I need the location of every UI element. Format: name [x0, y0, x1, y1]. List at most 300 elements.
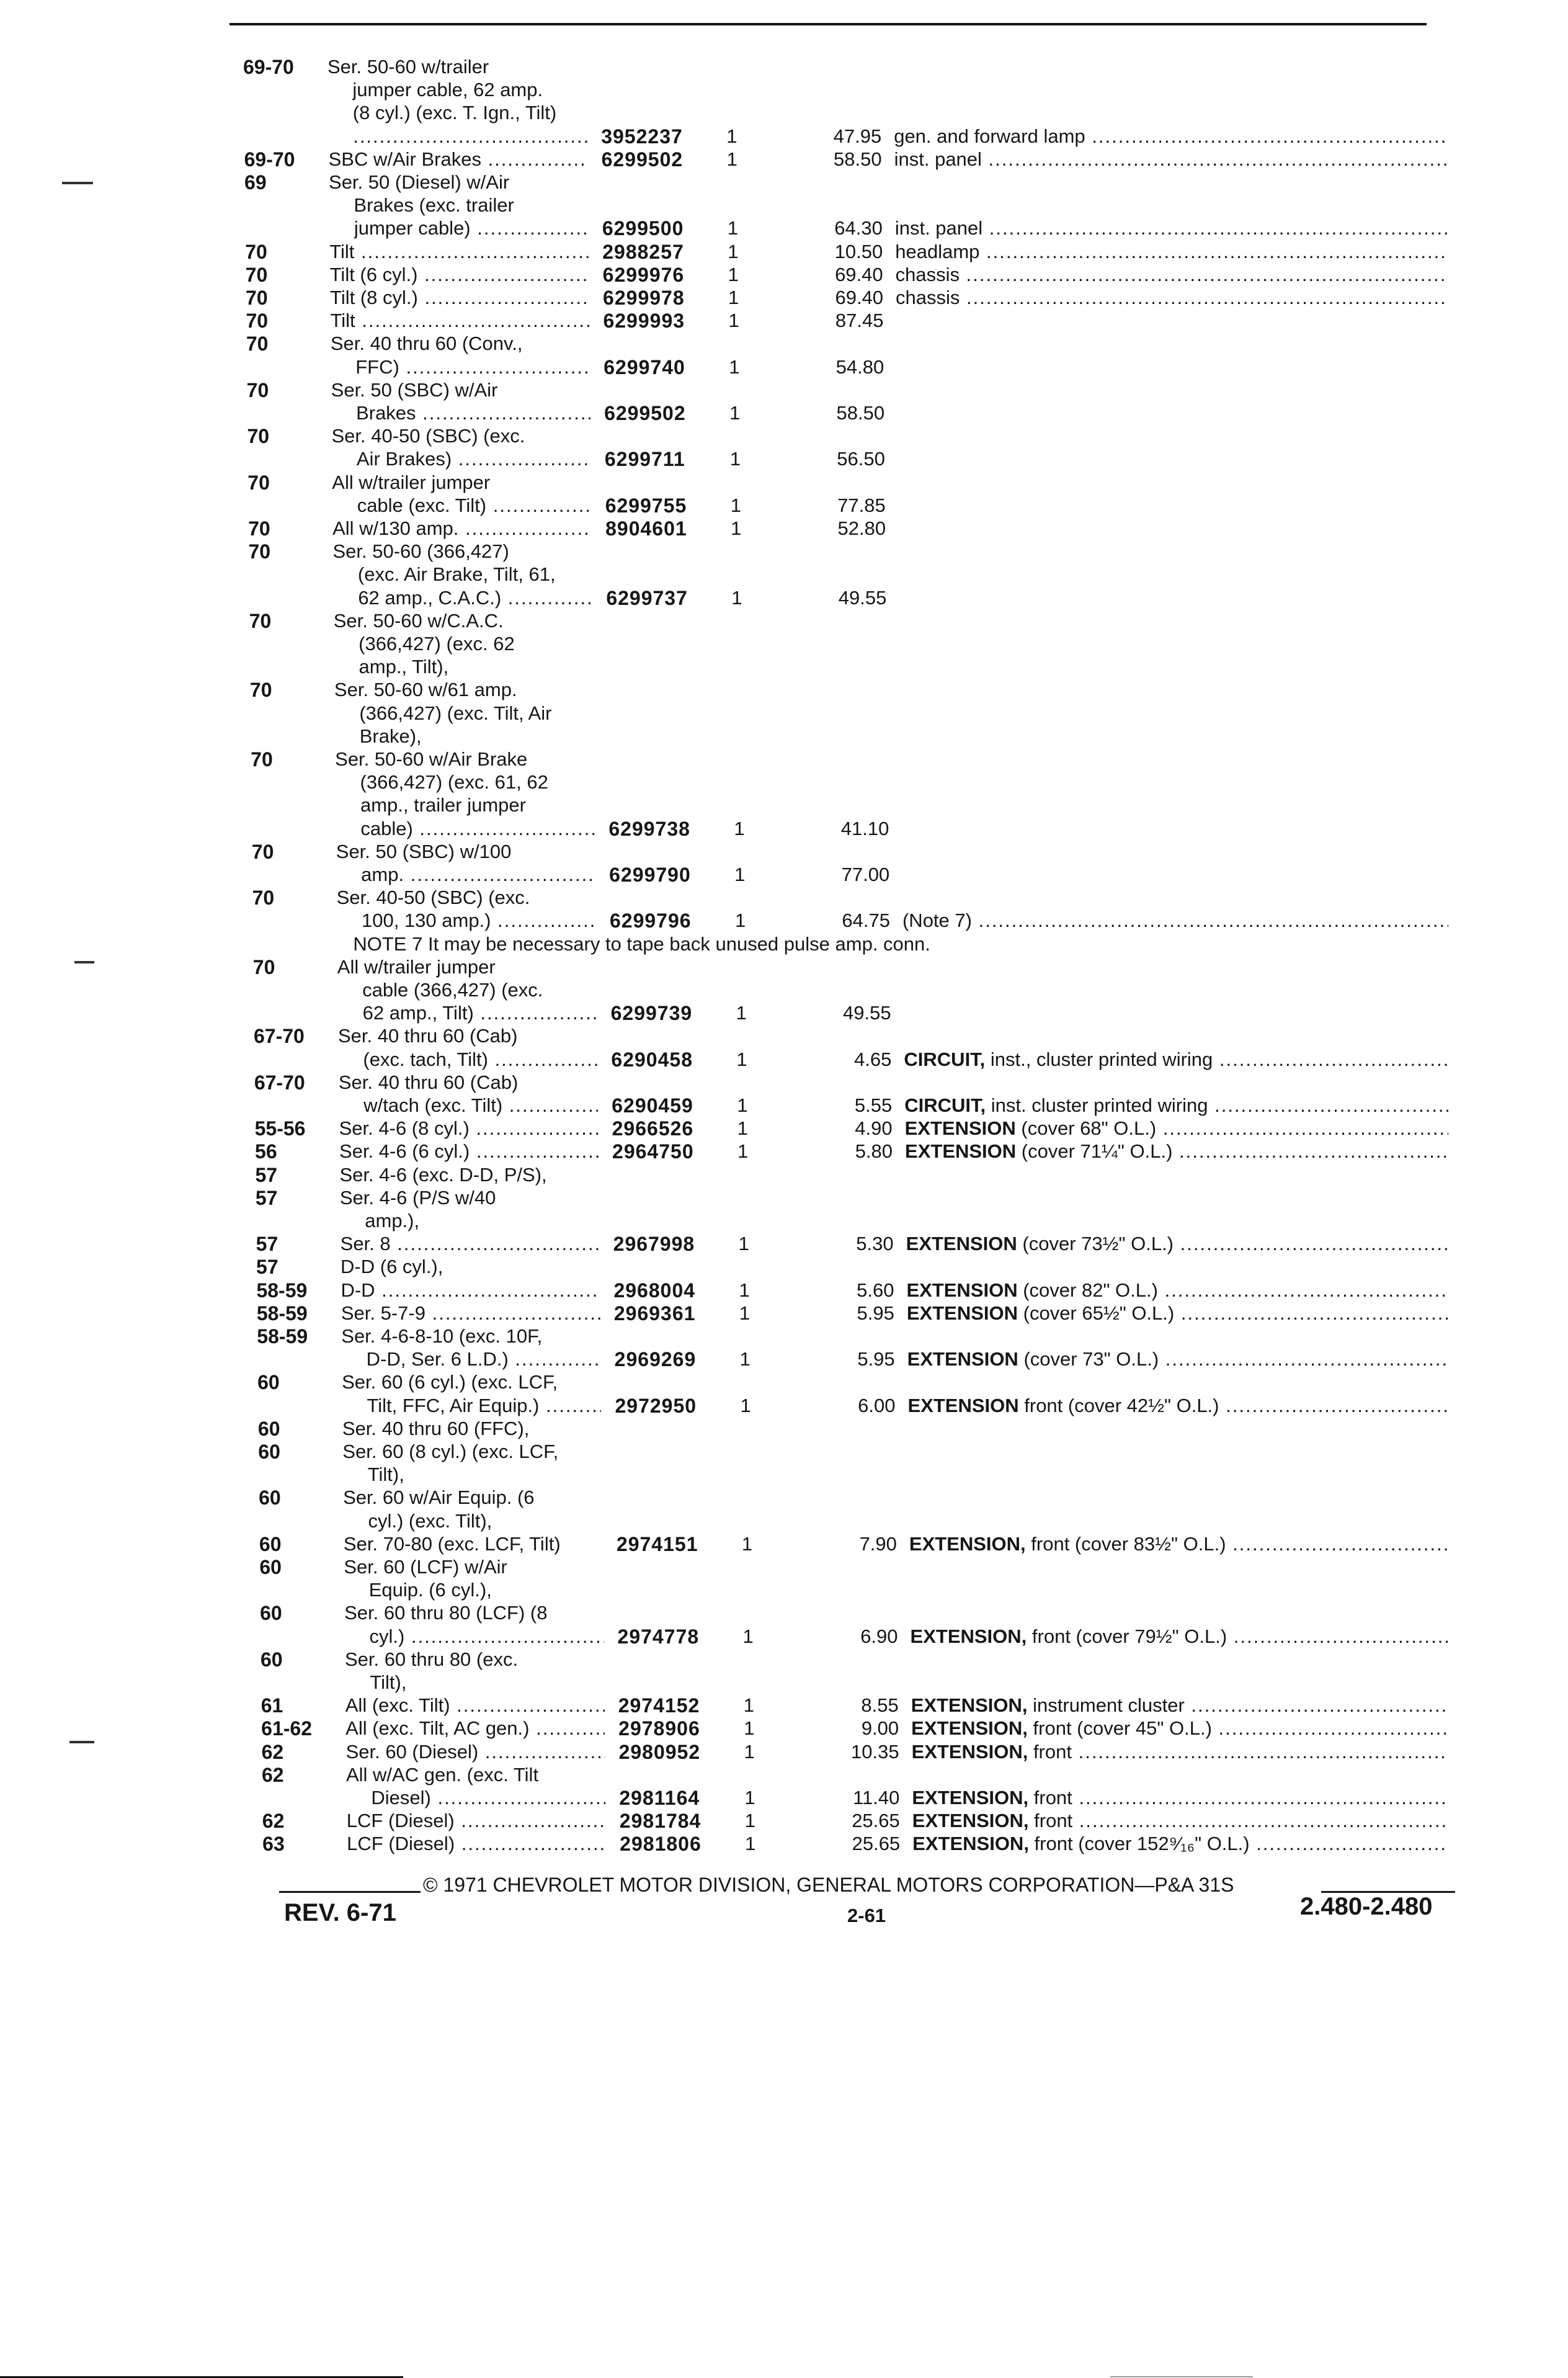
quantity: 1: [739, 1279, 750, 1301]
parts-row: [0, 1808, 1501, 1833]
application-text: Ser. 40 thru 60 (Cab): [338, 1025, 518, 1047]
part-name: EXTENSION,: [912, 1810, 1029, 1832]
quantity: 1: [729, 355, 740, 378]
price: 6.00: [858, 1394, 896, 1416]
part-number: 2988257: [602, 240, 684, 263]
parts-row: [0, 1163, 1501, 1187]
application-text: amp., trailer jumper: [360, 794, 526, 816]
part-number: 2981164: [619, 1787, 700, 1809]
application-text: Brake),: [359, 725, 422, 747]
application-text: Ser. 50-60 (366,427): [332, 540, 509, 563]
model-year: 69-70: [243, 56, 294, 78]
parts-row: [0, 424, 1501, 449]
price: 5.80: [855, 1140, 893, 1163]
application-text: Tilt, FFC, Air Equip.) .....: [367, 1393, 601, 1418]
application-text: Ser. 60 w/Air Equip. (6: [343, 1486, 535, 1509]
model-year: 55-56: [254, 1117, 306, 1140]
model-year: 60: [259, 1532, 282, 1555]
quantity: 1: [731, 517, 742, 539]
model-year: 57: [255, 1186, 278, 1209]
parts-row: [0, 609, 1501, 633]
model-year: 57: [256, 1256, 278, 1279]
application-text: Air Brakes) .....: [357, 447, 591, 472]
parts-row: [0, 1416, 1501, 1441]
application-text: Ser. 4-6 (6 cyl.) .....: [339, 1139, 599, 1164]
model-year: 70: [246, 378, 269, 401]
part-description: [894, 124, 1448, 149]
quantity: 1: [741, 1532, 753, 1555]
part-detail: inst. cluster printed wiring: [986, 1094, 1208, 1116]
model-year: 60: [257, 1417, 280, 1440]
application-text: (366,427) (exc. 62: [359, 633, 515, 655]
application-text: (366,427) (exc. 61, 62: [360, 771, 548, 793]
part-detail: chassis: [896, 287, 960, 308]
parts-row: [0, 101, 1501, 125]
model-year: 70: [245, 263, 268, 286]
application-text: SBC w/Air Brakes .....: [329, 147, 588, 172]
part-number: 6299978: [603, 287, 685, 309]
quantity: 1: [745, 1833, 756, 1855]
application-text: [353, 124, 587, 149]
part-name: EXTENSION: [904, 1117, 1016, 1140]
part-name: EXTENSION,: [911, 1740, 1028, 1763]
part-name: EXTENSION: [906, 1279, 1018, 1301]
part-description: [911, 1624, 1448, 1649]
application-text: Tilt .....: [330, 308, 589, 333]
price: 10.50: [834, 240, 883, 262]
part-name: EXTENSION,: [909, 1532, 1026, 1555]
part-number: 2967998: [613, 1233, 695, 1256]
price: 4.90: [855, 1117, 893, 1140]
parts-row: [0, 1509, 1501, 1534]
quantity: 1: [737, 1140, 749, 1163]
part-description: [904, 1047, 1448, 1072]
parts-row: [0, 285, 1501, 310]
copyright-line: © 1971 CHEVROLET MOTOR DIVISION, GENERAL MOTORS CORPORATION—P&A 31S: [423, 1874, 1234, 1896]
parts-row: [0, 747, 1501, 772]
part-detail: inst. panel: [894, 148, 982, 170]
part-name: EXTENSION,: [911, 1717, 1028, 1740]
price: 64.75: [842, 910, 890, 932]
application-text: (exc. tach, Tilt) .....: [363, 1047, 597, 1072]
price: 11.40: [853, 1787, 900, 1808]
quantity: 1: [727, 217, 739, 239]
application-text: NOTE 7 It may be necessary to tape back unused pulse amp. conn.: [353, 932, 930, 955]
model-year: 70: [252, 955, 275, 978]
model-year: 70: [252, 887, 275, 910]
price: 58.50: [836, 402, 885, 424]
application-text: cable) .....: [360, 816, 595, 841]
parts-row: [0, 1647, 1501, 1672]
part-number: 8904601: [605, 517, 687, 540]
model-year: 60: [258, 1441, 280, 1463]
application-text: Ser. 60 thru 80 (LCF) (8: [344, 1602, 548, 1624]
quantity: 1: [744, 1787, 755, 1808]
part-number: 2972950: [615, 1394, 697, 1417]
model-year: 70: [247, 471, 270, 494]
part-number: 2980952: [618, 1740, 701, 1763]
application-text: Diesel) .....: [371, 1786, 605, 1810]
note-line: [0, 932, 1501, 957]
part-name: CIRCUIT,: [904, 1094, 986, 1116]
part-description: [906, 1278, 1448, 1303]
model-year: 61-62: [261, 1717, 312, 1740]
part-description: [912, 1786, 1448, 1810]
parts-row: [0, 1786, 1501, 1810]
model-year: 67-70: [254, 1071, 305, 1094]
application-text: Ser. 60 thru 80 (exc.: [344, 1648, 519, 1670]
application-text: (8 cyl.) (exc. T. Ign., Tilt): [352, 102, 557, 124]
part-number: 2974151: [616, 1532, 698, 1555]
quantity: 1: [739, 1348, 751, 1370]
model-year: 60: [260, 1602, 282, 1625]
quantity: 1: [726, 148, 737, 170]
application-text: jumper cable) .....: [354, 216, 589, 241]
price: 5.60: [857, 1279, 894, 1301]
part-number: 6290459: [612, 1094, 693, 1117]
part-description: [912, 1831, 1448, 1856]
part-description: [894, 147, 1448, 172]
part-name: EXTENSION: [906, 1302, 1018, 1324]
part-number: 6299976: [602, 263, 685, 286]
parts-row: [0, 1186, 1501, 1210]
part-name: EXTENSION: [907, 1348, 1018, 1370]
parts-row: [0, 1278, 1501, 1303]
application-text: cable (exc. Tilt) .....: [357, 493, 592, 518]
quantity: 1: [736, 1002, 747, 1024]
price: 58.50: [834, 148, 882, 170]
part-detail: (cover 82" O.L.): [1017, 1279, 1158, 1301]
quantity: 1: [728, 310, 739, 332]
price: 52.80: [837, 517, 886, 539]
part-description: [896, 285, 1448, 310]
quantity: 1: [739, 1302, 751, 1324]
application-text: Ser. 60 (Diesel) .....: [346, 1740, 605, 1764]
price: 47.95: [833, 125, 882, 147]
part-description: [905, 1139, 1448, 1164]
parts-row: [0, 239, 1501, 264]
parts-row: [0, 701, 1501, 726]
model-year: 70: [246, 333, 269, 355]
part-number: 6299790: [609, 864, 691, 886]
application-text: All w/130 amp. .....: [332, 516, 592, 541]
part-name: EXTENSION: [907, 1394, 1019, 1416]
application-text: 62 amp., C.A.C.) .....: [358, 586, 592, 610]
application-text: FFC) .....: [355, 355, 590, 380]
part-number: 6299739: [610, 1002, 693, 1025]
parts-row: [0, 1370, 1501, 1395]
revision-label: REV. 6-71: [284, 1899, 396, 1926]
parts-row: [0, 1301, 1501, 1326]
bottom-rule-short: [1110, 2376, 1253, 2377]
part-name: EXTENSION,: [910, 1625, 1027, 1647]
parts-row: [0, 1485, 1501, 1510]
part-number: 6299502: [601, 148, 684, 171]
price: 5.30: [856, 1233, 894, 1255]
application-text: Ser. 50-60 w/Air Brake: [335, 748, 528, 770]
part-detail: front (cover 83½" O.L.): [1025, 1532, 1226, 1555]
price: 5.95: [857, 1302, 894, 1324]
quantity: 1: [730, 494, 741, 516]
parts-row: [0, 1209, 1501, 1233]
application-text: Ser. 8 .....: [341, 1231, 600, 1256]
part-number: 2978906: [618, 1717, 700, 1740]
part-number: 2981806: [620, 1833, 702, 1856]
parts-row: [0, 1047, 1501, 1072]
page-number: 2-61: [847, 1905, 886, 1926]
quantity: 1: [744, 1740, 755, 1763]
model-year: 58-59: [256, 1302, 308, 1325]
application-text: D-D .....: [341, 1278, 600, 1303]
parts-row: [0, 1555, 1501, 1580]
parts-row: [0, 170, 1501, 195]
application-text: Ser. 5-7-9 .....: [341, 1301, 600, 1326]
price: 77.00: [841, 864, 890, 885]
parts-row: [0, 539, 1501, 564]
application-text: cyl.) .....: [370, 1624, 604, 1649]
part-number: 6299500: [602, 217, 684, 240]
part-number: 2966526: [612, 1117, 694, 1140]
part-detail: (cover 68" O.L.): [1015, 1117, 1157, 1140]
part-description: [912, 1808, 1448, 1833]
parts-row: [0, 1093, 1501, 1118]
model-year: 56: [255, 1140, 277, 1163]
parts-row: [0, 147, 1501, 172]
parts-row: [0, 1116, 1501, 1141]
quantity: 1: [744, 1717, 755, 1740]
part-description: [907, 1393, 1448, 1418]
application-text: Ser. 50-60 w/trailer: [327, 56, 489, 78]
application-text: amp., Tilt),: [359, 656, 449, 678]
parts-row: [0, 470, 1501, 495]
parts-row: [0, 1001, 1501, 1026]
quantity: 1: [737, 1094, 748, 1116]
parts-row: [0, 493, 1501, 518]
part-number: 6299755: [605, 494, 687, 517]
quantity: 1: [734, 910, 746, 932]
parts-row: [0, 1462, 1501, 1487]
price: 41.10: [840, 817, 889, 839]
application-text: Ser. 70-80 (exc. LCF, Tilt): [343, 1532, 561, 1555]
part-name: EXTENSION: [906, 1233, 1017, 1255]
application-text: Ser. 50-60 w/61 amp.: [334, 679, 517, 701]
application-text: Equip. (6 cyl.),: [368, 1579, 492, 1601]
part-description: [906, 1231, 1448, 1256]
application-text: (366,427) (exc. Tilt, Air: [359, 702, 552, 724]
application-text: All w/trailer jumper: [337, 955, 496, 978]
parts-row: [0, 516, 1501, 541]
price: 5.55: [854, 1094, 893, 1116]
price: 9.00: [861, 1717, 899, 1740]
part-description: [909, 1532, 1448, 1557]
application-text: Ser. 60 (LCF) w/Air: [344, 1556, 507, 1578]
model-year: 60: [257, 1371, 280, 1394]
part-detail: (cover 65½" O.L.): [1018, 1302, 1175, 1324]
parts-row: [0, 839, 1501, 864]
part-name: EXTENSION,: [912, 1787, 1029, 1808]
part-number: 2968004: [613, 1279, 696, 1302]
part-number: 6299737: [606, 586, 688, 609]
price: 54.80: [835, 355, 884, 378]
group-number: 2.480-2.480: [1300, 1893, 1433, 1920]
parts-row: [0, 562, 1501, 587]
model-year: 70: [246, 287, 268, 309]
part-number: 6299796: [609, 910, 692, 932]
part-number: 2964750: [612, 1140, 694, 1163]
part-detail: gen. and forward lamp: [894, 125, 1085, 147]
quantity: 1: [738, 1233, 749, 1255]
part-detail: front (cover 152⁹⁄₁₆" O.L.): [1028, 1833, 1250, 1855]
application-text: Tilt .....: [329, 239, 589, 264]
model-year: 70: [245, 240, 267, 263]
price: 69.40: [835, 263, 883, 285]
price: 8.55: [861, 1694, 899, 1717]
model-year: 70: [247, 425, 270, 448]
part-number: 2974152: [618, 1694, 700, 1717]
price: 49.55: [838, 586, 887, 609]
parts-row: [0, 124, 1501, 149]
application-text: All (exc. Tilt) .....: [345, 1693, 605, 1718]
price: 56.50: [837, 448, 885, 470]
part-detail: front (cover 42½" O.L.): [1018, 1394, 1219, 1416]
parts-row: [0, 447, 1501, 472]
parts-row: [0, 378, 1501, 403]
parts-row: [0, 655, 1501, 679]
quantity: 1: [734, 864, 746, 885]
parts-row: [0, 770, 1501, 795]
parts-row: [0, 1439, 1501, 1464]
part-number: 2969361: [613, 1302, 696, 1325]
parts-row: [0, 1670, 1501, 1695]
application-text: Ser. 60 (8 cyl.) (exc. LCF,: [342, 1441, 559, 1462]
part-detail: (cover 73½" O.L.): [1017, 1233, 1174, 1255]
parts-row: [0, 978, 1501, 1003]
price: 10.35: [850, 1740, 899, 1763]
part-detail: front: [1028, 1810, 1073, 1832]
parts-row: [0, 885, 1501, 910]
price: 64.30: [834, 217, 883, 239]
quantity: 1: [737, 1117, 748, 1140]
part-name: EXTENSION: [905, 1140, 1017, 1163]
model-year: 63: [262, 1833, 285, 1856]
parts-row: [0, 55, 1501, 79]
part-description: [911, 1716, 1448, 1741]
application-text: Ser. 40 thru 60 (FFC),: [342, 1417, 530, 1439]
model-year: 62: [262, 1810, 285, 1833]
parts-row: [0, 677, 1501, 702]
part-description: [905, 1116, 1448, 1141]
part-name: EXTENSION,: [911, 1694, 1028, 1717]
part-detail: headlamp: [895, 240, 980, 262]
model-year: 57: [255, 1163, 278, 1186]
application-text: D-D (6 cyl.),: [341, 1256, 443, 1278]
application-text: amp.),: [365, 1210, 420, 1231]
parts-row: [0, 1347, 1501, 1372]
price: 5.95: [857, 1348, 895, 1370]
price: 6.90: [860, 1625, 898, 1647]
application-text: 100, 130 amp.) .....: [362, 908, 596, 933]
parts-row: [0, 586, 1501, 610]
parts-row: [0, 1716, 1501, 1741]
application-text: All w/trailer jumper: [332, 471, 491, 493]
parts-row: [0, 1070, 1501, 1095]
quantity: 1: [726, 125, 737, 147]
part-number: 6299738: [608, 817, 690, 840]
parts-row: [0, 1024, 1501, 1048]
parts-row: [0, 1393, 1501, 1418]
parts-row: [0, 955, 1501, 980]
part-number: 6299502: [604, 402, 686, 424]
application-text: (exc. Air Brake, Tilt, 61,: [357, 563, 556, 586]
application-text: LCF (Diesel) .....: [347, 1831, 606, 1856]
part-detail: (Note 7): [902, 910, 972, 932]
application-text: Brakes .....: [356, 401, 590, 426]
application-text: LCF (Diesel) .....: [347, 1808, 606, 1833]
application-text: Tilt),: [370, 1671, 407, 1693]
application-text: Ser. 50-60 w/C.A.C.: [333, 609, 504, 632]
application-text: Ser. 40-50 (SBC) (exc.: [336, 887, 530, 909]
quantity: 1: [728, 287, 739, 308]
application-text: Ser. 4-6-8-10 (exc. 10F,: [341, 1325, 543, 1347]
part-detail: front (cover 79½" O.L.): [1027, 1625, 1227, 1647]
parts-row: [0, 1324, 1501, 1349]
part-description: [902, 908, 1448, 933]
part-name: CIRCUIT,: [904, 1048, 986, 1070]
application-text: cable (366,427) (exc.: [362, 979, 543, 1001]
price: 25.65: [852, 1833, 901, 1855]
parts-row: [0, 331, 1501, 356]
application-text: D-D, Ser. 6 L.D.) .....: [367, 1347, 601, 1372]
part-number: 6299711: [604, 448, 685, 471]
application-text: w/tach (exc. Tilt) .....: [363, 1093, 598, 1118]
application-text: Tilt (8 cyl.) .....: [330, 285, 589, 310]
model-year: 70: [248, 517, 270, 540]
application-text: All (exc. Tilt, AC gen.) .....: [345, 1716, 605, 1741]
part-number: 2969269: [614, 1348, 697, 1371]
part-description: [907, 1301, 1448, 1326]
quantity: 1: [742, 1625, 754, 1647]
parts-row: [0, 1532, 1501, 1557]
part-description: [912, 1740, 1448, 1764]
part-number: 2974778: [617, 1625, 700, 1648]
part-description: [904, 1093, 1448, 1118]
price: 87.45: [835, 310, 884, 332]
application-text: Ser. 40-50 (SBC) (exc.: [331, 425, 525, 447]
parts-row: [0, 724, 1501, 749]
price: 49.55: [843, 1002, 891, 1024]
quantity: 1: [736, 1048, 747, 1070]
parts-row: [0, 401, 1501, 426]
parts-row: [0, 1624, 1501, 1649]
part-description: [907, 1347, 1448, 1372]
quantity: 1: [728, 263, 739, 285]
parts-row: [0, 193, 1501, 218]
part-number: 3952237: [601, 125, 683, 148]
model-year: 70: [246, 310, 269, 333]
application-text: Tilt (6 cyl.) .....: [330, 262, 589, 287]
part-description: [895, 239, 1448, 264]
application-text: Ser. 4-6 (P/S w/40: [339, 1186, 496, 1209]
quantity: 1: [740, 1394, 751, 1416]
part-detail: inst., cluster printed wiring: [985, 1048, 1213, 1070]
footer-rule-left: [279, 1891, 421, 1893]
part-description: [911, 1693, 1448, 1718]
parts-row: [0, 355, 1501, 380]
model-year: 61: [261, 1694, 283, 1717]
price: 7.90: [859, 1532, 897, 1555]
parts-row: [0, 308, 1501, 333]
parts-row: [0, 1831, 1501, 1856]
